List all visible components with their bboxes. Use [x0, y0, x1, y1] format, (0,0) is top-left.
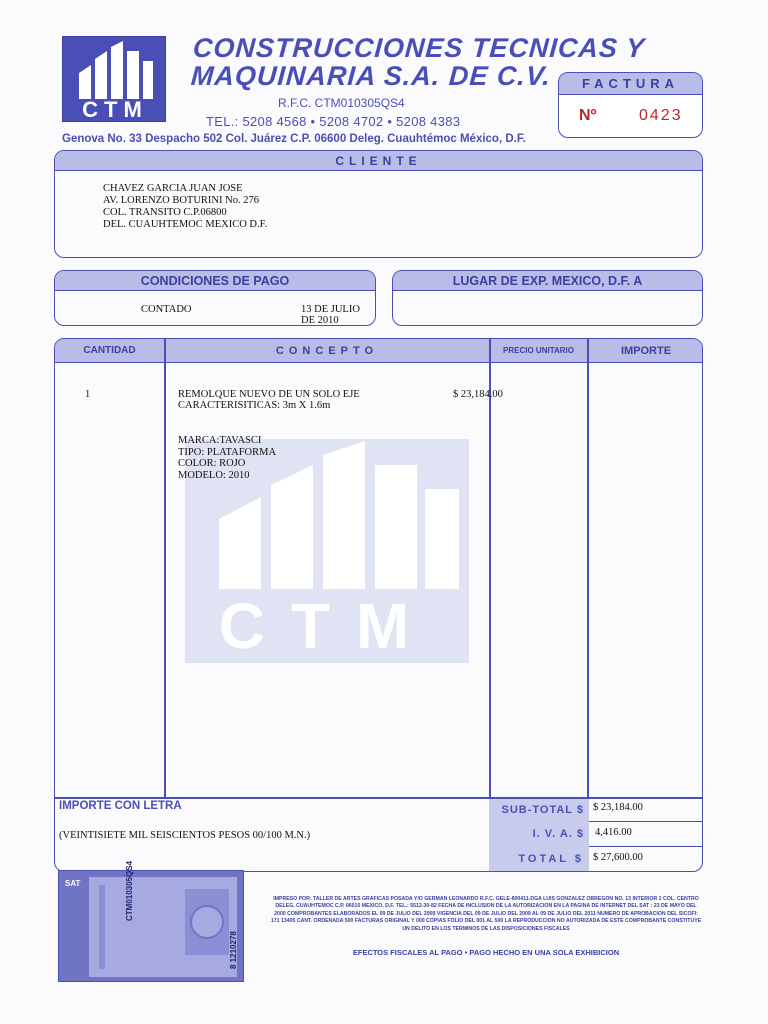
condiciones-title: CONDICIONES DE PAGO: [55, 271, 375, 291]
company-address: Genova No. 33 Despacho 502 Col. Juárez C.P. 06600 Deleg. Cuauhtémoc México, D.F.: [62, 133, 526, 145]
factura-number: 0423: [639, 107, 683, 124]
total-label: TOTAL $: [518, 853, 584, 865]
column-divider-1: [164, 339, 166, 797]
header-importe: IMPORTE: [620, 345, 672, 357]
detail-marca: MARCA:TAVASCI: [178, 435, 262, 446]
row-cantidad: 1: [85, 389, 91, 400]
header-cantidad: CANTIDAD: [83, 345, 136, 356]
company-line-2: MAQUINARIA S.A. DE C.V.: [189, 61, 553, 91]
cedula-fiscal: [58, 860, 244, 982]
cliente-title: CLIENTE: [55, 151, 702, 171]
lugar-title: LUGAR DE EXP. MEXICO, D.F. A: [393, 271, 702, 291]
row-details: [178, 435, 276, 481]
logo-text: CTM: [82, 97, 148, 122]
factura-no-label: Nº: [579, 107, 597, 124]
factura-box: [558, 72, 703, 138]
total-cell: [589, 848, 703, 872]
detail-modelo: MODELO: 2010: [178, 469, 250, 481]
header-precio-unitario: PRECIO UNITARIO: [503, 346, 574, 355]
printer-legend: IMPRESO POR: TALLER DE ARTES GRAFICAS POSADA Y/O GERMAN LEONARDO R.F.C. GELE-800411-DGA LUIS GONZALEZ OBREGON NO. 13 INTERIOR 1 COL. CENTRO DELEG. CUAUHTEMOC C.P. 06010 MEXICO, D.F. TEL.: 5512-30-82 FECHA DE INCLUSION DE LA AUTORIZACION EN LA PAGINA DE INTERNET DEL SAT : 23 DE MAYO DEL 2000 COMPROBANTES ELABORADOS EL 09 DE JULIO DEL 2009 VIGENCIA DEL 09 DE JULIO DEL 2009 AL 09 DE JULIO DEL 2011 NUMERO DE APROBACION DEL SICOFI: 171 13405 CANT. ORDENADA 500 FACTURAS ORIGINAL Y 000 COPIAS FOLIO DEL 001 AL 500 LA REPRODUCCION NO AUTORIZADA DE ESTE COMPROBANTE CONSTITUYE UN DELITO EN LOS TERMINOS DE LAS DISPOSICIONES FISCALES: [270, 896, 702, 932]
row-precio: $ 23,184.00: [453, 389, 503, 400]
subtotal-value: $ 23,184.00: [593, 802, 643, 813]
subtotal-cell: [589, 798, 703, 822]
cedula-inner: [89, 877, 237, 977]
cliente-colonia: COL. TRANSITO C.P.06800: [103, 207, 227, 218]
company-line-1: CONSTRUCCIONES TECNICAS Y: [191, 33, 647, 63]
ctm-logo: [62, 36, 166, 122]
cliente-name: CHAVEZ GARCIA JUAN JOSE: [103, 183, 243, 194]
iva-cell: [589, 823, 703, 847]
subtotal-label: SUB-TOTAL $: [501, 804, 584, 816]
total-value: $ 27,600.00: [593, 852, 643, 863]
company-rfc: R.F.C. CTM010305QS4: [278, 96, 405, 110]
column-divider-3: [587, 339, 589, 872]
iva-value: 4,416.00: [595, 827, 632, 838]
condiciones-section: [54, 270, 376, 326]
lugar-section: [392, 270, 703, 326]
row-concepto: [178, 389, 360, 411]
forma-pago: CONTADO: [141, 304, 192, 315]
company-phones: TEL.: 5208 4568 • 5208 4702 • 5208 4383: [206, 114, 461, 129]
detail-tipo: TIPO: PLATAFORMA: [178, 446, 277, 458]
iva-label: I. V. A. $: [532, 828, 584, 840]
importe-letra: (VEINTISIETE MIL SEISCIENTOS PESOS 00/100 M.N.): [59, 830, 311, 841]
header-concepto: CONCEPTO: [275, 345, 379, 357]
cliente-section: [54, 150, 703, 258]
concepts-table: [54, 338, 703, 872]
cliente-delegacion: DEL. CUAUHTEMOC MEXICO D.F.: [103, 219, 268, 230]
sat-label: SAT: [65, 879, 81, 888]
cliente-details: [103, 183, 267, 231]
cliente-street: AV. LORENZO BOTURINI No. 276: [103, 195, 259, 206]
column-divider-2: [489, 339, 491, 872]
concepto-line-1: REMOLQUE NUEVO DE UN SOLO EJE: [178, 389, 360, 400]
fecha-expedicion: 13 DE JULIO DE 2010: [301, 304, 360, 326]
watermark-text: CTM: [218, 590, 436, 662]
qr-seal-icon: [89, 877, 237, 977]
concepto-line-2: CARACTERISITICAS: 3m X 1.6m: [178, 400, 331, 411]
detail-color: COLOR: ROJO: [178, 458, 246, 469]
fiscal-effects-legend: EFECTOS FISCALES AL PAGO • PAGO HECHO EN UNA SOLA EXHIBICION: [352, 948, 620, 957]
cedula-folio: 8 1210278: [229, 931, 238, 969]
cedula-rfc: CTM010305QS4: [125, 860, 134, 921]
importe-letra-title: IMPORTE CON LETRA: [59, 800, 182, 812]
factura-title: FACTURA: [559, 73, 702, 95]
